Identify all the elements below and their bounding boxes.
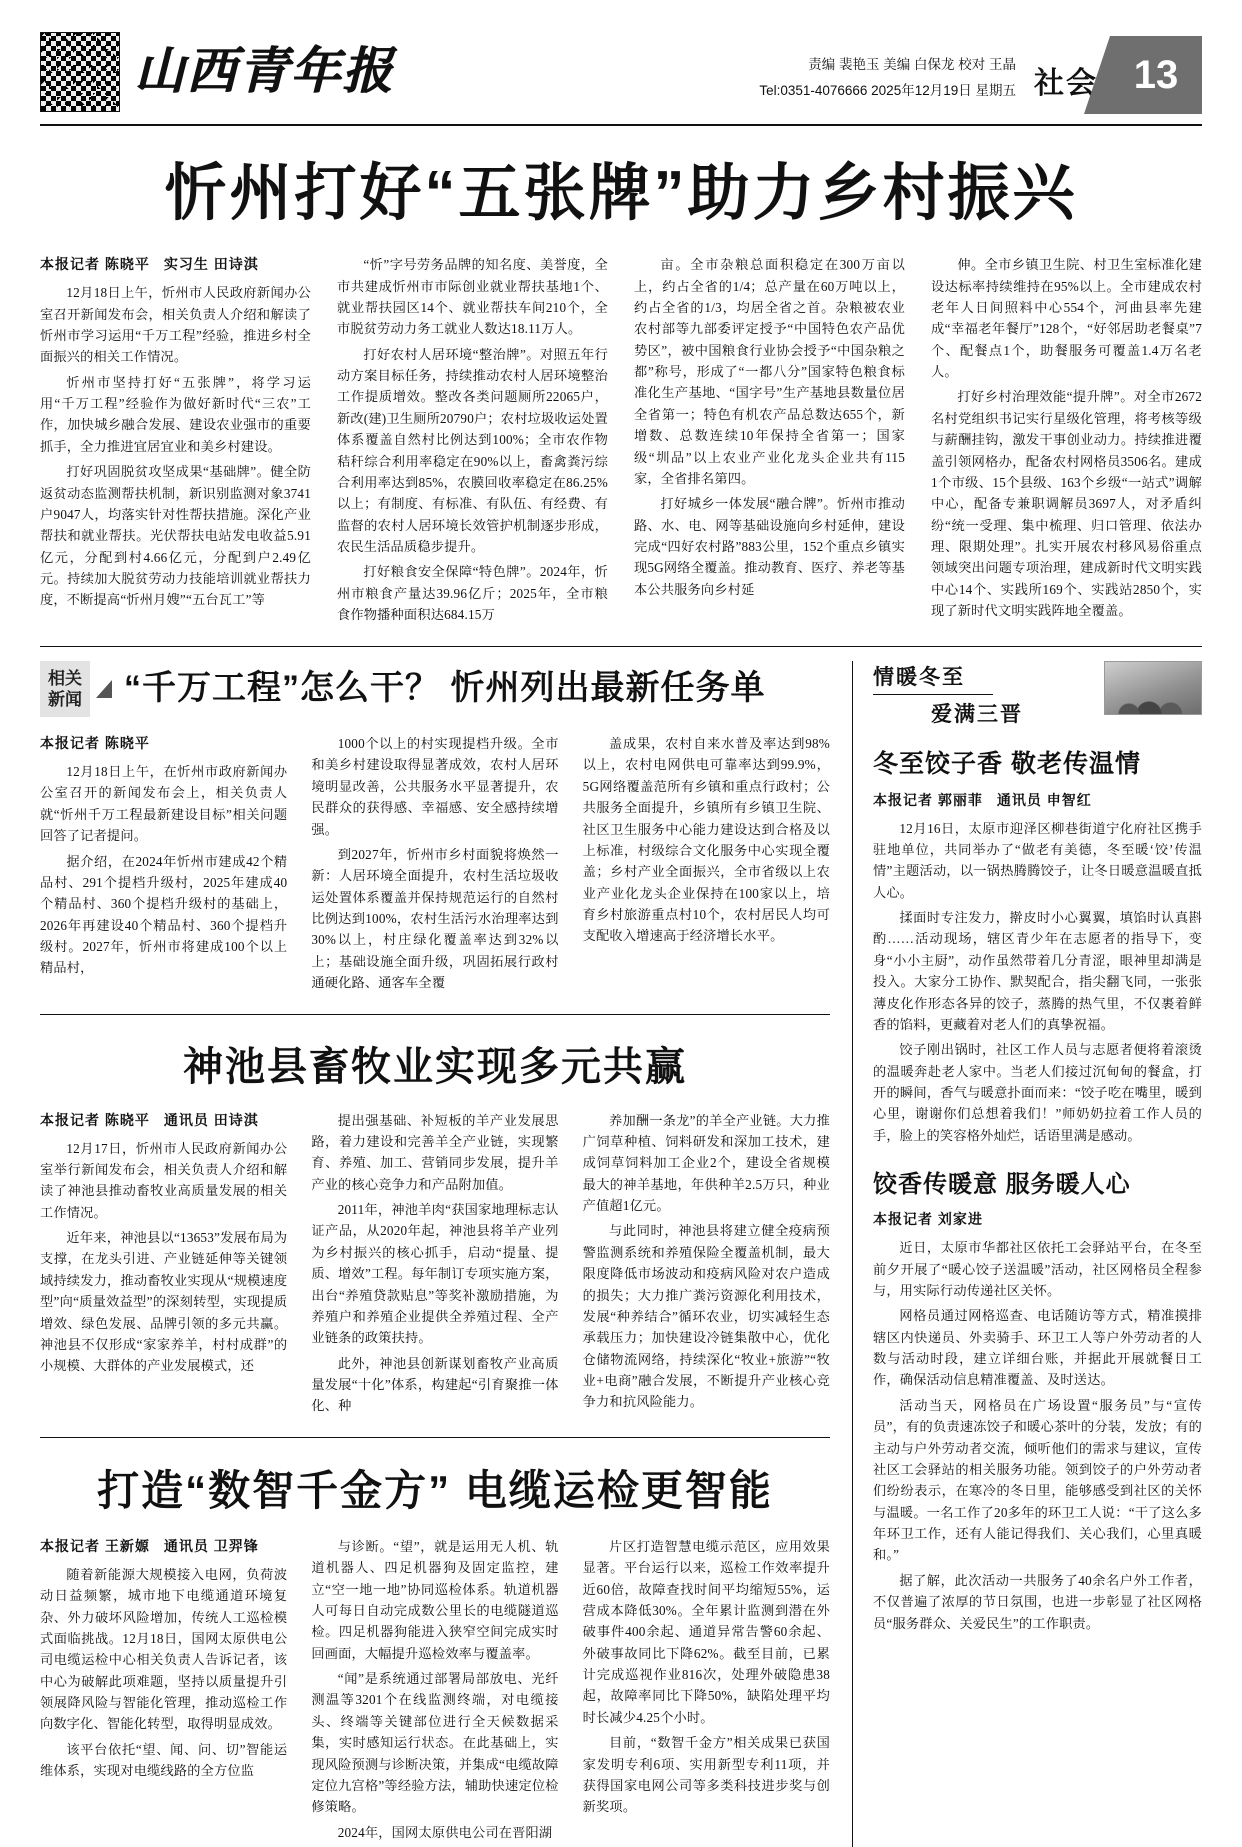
paragraph: 12月17日，忻州市人民政府新闻办公室举行新闻发布会，相关负责人介绍和解读了神池县推动畜牧业高质量发展的相关工作情况。 — [40, 1140, 288, 1220]
paragraph: 打好巩固脱贫攻坚成果“基础牌”。健全防返贫动态监测帮扶机制，新识别监测对象3741户9047人，均落实针对性帮扶措施。深化产业帮扶和就业帮扶。光伏帮扶电站发电收益5.91亿元，分配到村4.66亿元，分配到户2.49亿元。持续加大脱贫劳动力技能培训就业帮扶力度，不断提高“忻州月嫂”“五台瓦工”等 — [40, 464, 311, 608]
article-1-column-3 — [634, 254, 905, 629]
article-2-headline: “千万工程”怎么干？ 忻州列出最新任务单 — [124, 669, 766, 708]
section-divider — [40, 1437, 830, 1438]
article-2-column-2 — [311, 733, 558, 998]
masthead-right — [759, 28, 1202, 114]
paragraph: 伸。全市乡镇卫生院、村卫生室标准化建设达标率持续维持在95%以上。全市建成农村老年人日间照料中心554个，河曲县率先建成“幸福老年餐厅”128个，“好邻居助老餐桌”7个、配餐点1个，助餐服务可覆盖1.4万名老人。 — [931, 257, 1202, 380]
article-4-headline: 打造“数智千金方” 电缆运检更智能 — [97, 1466, 773, 1514]
left-stack — [40, 661, 830, 1847]
rail-story-1-byline — [873, 790, 1202, 810]
rail-header — [873, 661, 1202, 728]
paragraph: 打好农村人居环境“整治牌”。对照五年行动方案目标任务，持续推动农村人居环境整治工作提质增效。整改各类问题厕所22065户，新改(建)卫生厕所20790户；农村垃圾收运处置体系覆盖自然村比例达到100%；全市农作物秸秆综合利用率稳定在90%以上，畜禽粪污综合利用率达到85%，农膜回收率稳定在86.25%以上；有制度、有标准、有队伍、有经费、有监督的农村人居环境长效管护机制逐步形成，农民生活品质稳步提升。 — [337, 346, 608, 555]
paragraph: 与此同时，神池县将建立健全疫病预警监测系统和养殖保险全覆盖机制，最大限度降低市场波动和疫病风险对农户造成的损失；大力推广粪污资源化利用技术，发展“种养结合”循环农业，切实减轻生态承载压力；加快建设冷链集散中心，优化仓储物流网络，持续深化“牧业+旅游”“牧业+电商”融合发展，不断提升产业核心竞争力和抗风险能力。 — [582, 1223, 830, 1410]
rail-rule — [873, 694, 993, 695]
article-2 — [40, 733, 830, 998]
rail-story-1-headline: 冬至饺子香 敬老传温情 — [873, 749, 1141, 778]
paragraph: 该平台依托“望、闻、问、切”智能运维体系，实现对电缆线路的全方位监 — [40, 1741, 288, 1779]
paragraph: 随着新能源大规模接入电网，负荷波动日益频繁，城市地下电缆通道环境复杂、外力破坏风险增加，传统人工巡检模式面临挑战。12月18日，国网太原供电公司电缆运检中心相关负责人告诉记者，该中心为破解此项难题，坚持以质量提升引领展降风险与智能化管理，推动巡检工作向数字化、智能化转型，取得明显成效。 — [40, 1566, 288, 1732]
group-photo — [1104, 661, 1202, 715]
triangle-icon — [96, 680, 112, 698]
paragraph: 12月16日，太原市迎泽区柳巷街道宁化府社区携手驻地单位，共同举办了“做老有美德，冬至暖‘饺’传温情”主题活动，以一锅热腾腾饺子，让冬日暖意温暖直抵人心。 — [873, 820, 1202, 900]
main-headline: 忻州打好“五张牌”助力乡村振兴 — [164, 159, 1078, 228]
qr-code-icon — [40, 32, 120, 112]
masthead-credits — [759, 38, 1016, 103]
byline-correspondent: 通讯员 田诗淇 — [163, 1111, 259, 1128]
section-divider — [40, 1014, 830, 1015]
article-1-column-2 — [337, 254, 608, 629]
section-divider — [40, 646, 1202, 647]
paragraph: 提出强基础、补短板的羊产业发展思路，着力建设和完善羊全产业链，实现繁育、养殖、加工、营销同步发展，提升羊产业的核心竞争力和产品附加值。 — [311, 1112, 559, 1192]
section-label: 社会 — [1034, 67, 1098, 100]
paragraph: 活动当天，网格员在广场设置“服务员”与“宣传员”，有的负责速冻饺子和暖心茶叶的分装，发放；有的主动与户外劳动者交流，倾听他们的需求与建议，宣传社区工会驿站的相关服务功能。领到饺子的户外劳动者们纷纷表示，在寒冷的冬日里，能够感受到社区的关怀与温暖。一名工作了20多年的环卫工人说：“干了这么多年环卫工作，还有人能记得我们、关心我们，心里真暖和。” — [873, 1397, 1202, 1563]
paragraph: 据介绍，在2024年忻州市建成42个精品村、291个提档升级村，2025年建成40个精品村、360个提档升级村的基础上，2026年再建设40个精品村、360个提档升级村。2027年，忻州市将建成100个以上精品村， — [40, 853, 288, 976]
byline-reporter: 本报记者 陈晓平 — [40, 1111, 150, 1128]
related-news-tag — [40, 661, 90, 718]
paragraph: 近日，太原市华都社区依托工会驿站平台，在冬至前夕开展了“暖心饺子送温暖”活动，社区网格员全程参与，用实际行动传递社区关怀。 — [873, 1240, 1202, 1298]
article-3-headline: 神池县畜牧业实现多元共赢 — [183, 1044, 687, 1089]
article-4 — [40, 1536, 830, 1847]
related-tag-line-1: 相关 — [48, 668, 82, 688]
related-tag-line-2: 新闻 — [48, 689, 82, 709]
paragraph: 到2027年，忻州市乡村面貌将焕然一新：人居环境全面提升，农村生活垃圾收运处置体系覆盖并保持规范运行的自然村比例达到100%，农村生活污水治理率达到30%以上，村庄绿化覆盖率达到32%以上；基础设施全面升级，巩固拓展行政村通硬化路、通客车全覆 — [311, 846, 559, 991]
right-rail — [852, 661, 1202, 1847]
paragraph: 与诊断。“望”，就是运用无人机、轨道机器人、四足机器狗及固定监控，建立“空一地一地”协同巡检体系。轨道机器人可每日自动完成数公里长的电缆隧道巡检。四足机器狗能进入狭窄空间完成实时回画面，大幅提升巡检效率与覆盖率。 — [311, 1538, 559, 1661]
paragraph: “忻”字号劳务品牌的知名度、美誉度，全市共建成忻州市市际创业就业帮扶基地1个、就业帮扶园区14个、就业帮扶车间210个，全市脱贫劳动力务工就业人数达18.11万人。 — [337, 257, 608, 337]
article-4-column-1 — [40, 1536, 287, 1847]
article-4-column-2 — [311, 1536, 558, 1847]
rail-story-2-byline — [873, 1209, 1202, 1229]
masthead — [0, 0, 1242, 120]
paper-title: 山西青年报 — [134, 43, 394, 99]
byline-reporter: 本报记者 刘家进 — [873, 1211, 983, 1228]
paragraph: 打好乡村治理效能“提升牌”。对全市2672名村党组织书记实行星级化管理，将考核等级与薪酬挂钩，激发干事创业动力。持续推进覆盖引领网格办，配备农村网格员3506名。建成1个市级、15个县级、163个乡级“一站式”调解中心，配备专兼职调解员3697人，对矛盾纠纷“统一受理、集中梳理、归口管理、依法办理、限期处理”。扎实开展农村移风易俗重点领域突出问题专项治理，建成新时代文明实践中心14个、实践所169个、实践站2850个，实现了新时代文明实践阵地全覆盖。 — [931, 389, 1202, 619]
article-2-header — [40, 661, 830, 718]
paragraph: 近年来，神池县以“13653”发展布局为支撑，在龙头引进、产业链延伸等关键领域持续发力，推动畜牧业实现从“规模速度型”向“质量效益型”的深刻转型，实现提质增效、绿色发展、品牌引领的多元共赢。神池县不仅形成“家家养羊，村村成群”的小规模、大群体的产业发展模式，还 — [40, 1230, 288, 1374]
byline-correspondent: 通讯员 申智红 — [996, 791, 1092, 808]
paragraph: 盖成果，农村自来水普及率达到98%以上，农村电网供电可靠率达到99.9%，5G网络覆盖范所有乡镇和重点行政村；公共服务全面提升，乡镇所有乡镇卫生院、社区卫生服务中心能力建设达到合格及以上标准，村级综合文化服务中心实现全覆盖；乡村产业全面振兴，全市省级以上农业产业化龙头企业保持在100家以上，培育乡村旅游重点村10个，农村居民人均可支配收入增速高于经济增长水平。 — [582, 736, 830, 944]
article-3 — [40, 1110, 830, 1421]
page-number: 13 — [1110, 36, 1202, 114]
byline-reporter: 本报记者 郭丽菲 — [873, 791, 983, 808]
byline-intern: 实习生 田诗淇 — [163, 256, 259, 273]
rail-header-line-2: 爱满三晋 — [931, 702, 1023, 726]
byline-reporter: 本报记者 王新嫄 — [40, 1537, 150, 1554]
article-2-byline — [40, 733, 287, 753]
paragraph: 揉面时专注发力，擀皮时小心翼翼，填馅时认真斟酌……活动现场，辖区青少年在志愿者的指导下，变身“小小主厨”，动作虽然带着几分青涩，眼神里却满是投入。大家分工协作、默契配合，指尖翻飞同，一张张薄皮化作形态各异的饺子，蒸腾的热气里，不仅裹着鲜香的馅料，更藏着对老人们的真挚祝福。 — [873, 910, 1202, 1032]
paragraph: 目前，“数智千金方”相关成果已获国家发明专利6项、实用新型专利11项，并获得国家电网公司等多类科技进步奖与创新奖项。 — [582, 1735, 830, 1815]
paragraph: 据了解，此次活动一共服务了40余名户外工作者，不仅普遍了浓厚的节日氛围，也进一步彰显了社区网格员“服务群众、关爱民生”的工作职责。 — [873, 1572, 1202, 1631]
paragraph: 12月18日上午，在忻州市政府新闻办公室召开的新闻发布会上，相关负责人就“忻州千万工程最新建设目标”相关问题回答了记者提问。 — [40, 764, 288, 844]
article-1-column-1 — [40, 254, 311, 629]
paragraph: 1000个以上的村实现提档升级。全市和美乡村建设取得显著成效，农村人居环境明显改善，公共服务水平显著提升，农民群众的获得感、幸福感、安全感持续增强。 — [311, 736, 559, 837]
article-4-byline — [40, 1536, 287, 1556]
paragraph: 此外，神池县创新谋划畜牧产业高质量发展“十化”体系，构建起“引育聚推一体化、种 — [311, 1355, 559, 1414]
paragraph: 养加酬一条龙”的羊全产业链。大力推广饲草种植、饲料研发和深加工技术，建成饲草饲料加工企业2个，建设全省规模最大的神羊基地，年供种羊2.5万只，种业产值超1亿元。 — [582, 1112, 830, 1214]
article-3-column-1 — [40, 1110, 287, 1421]
byline-correspondent: 通讯员 卫羿锋 — [163, 1537, 259, 1554]
paragraph: 2024年，国网太原供电公司在晋阳湖 — [337, 1824, 553, 1840]
paragraph: 2011年，神池羊肉“获国家地理标志认证产品，从2020年起，神池县将羊产业列为乡村振兴的核心抓手，启动“提量、提质、增效”工程。每年制订专项实施方案，出台“养殖贷款贴息”等奖补激励措施，为养殖户和养殖企业提供全养殖过程、全产业链条的政策扶持。 — [311, 1202, 559, 1346]
article-3-column-2 — [311, 1110, 558, 1421]
article-2-column-3 — [583, 733, 830, 998]
byline-reporter: 本报记者 陈晓平 — [40, 256, 150, 273]
paragraph: “闻”是系统通过部署局部放电、光纤测温等3201个在线监测终端，对电缆接头、终端等关键部位进行全天候数据采集，实时感知运行状态。在此基础上，实现风险预测与诊断决策，并集成“电缆故障定位九宫格”等经验方法，辅助快速定位检修策略。 — [311, 1671, 559, 1815]
paragraph: 片区打造智慧电缆示范区，应用效果显著。平台运行以来，巡检工作效率提升近60倍，故障查找时间平均缩短55%，运营成本降低30%。全年累计监测到潜在外破事件400余起、通道异常告警60余起、外破事故同比下降62%。截至目前，已累计完成巡视作业816次，处理外破隐患38起，故障率同比下降50%，缺陷处理平均时长减少4.25个小时。 — [582, 1538, 830, 1725]
article-2-column-1 — [40, 733, 287, 998]
rail-story-2-headline: 饺香传暖意 服务暖人心 — [873, 1171, 1131, 1199]
article-4-column-3 — [583, 1536, 830, 1847]
paragraph: 网格员通过网格巡查、电话随访等方式，精准摸排辖区内快递员、外卖骑手、环卫工人等户外劳动者的人数与活动时段，建立详细台账，并据此开展就餐日工作，确保活动信息精准覆盖、及时送达。 — [873, 1308, 1202, 1388]
paragraph: 亩。全市杂粮总面积稳定在300万亩以上，约占全省的1/4；总产量在60万吨以上，约占全省的1/3，均居全省之首。杂粮被农业农村部等九部委评定授予“中国特色农产品优势区”，被中国粮食行业协会授予“中国杂粮之都”称号，形成了“一都八分”国家特色粮食标准化生产基地、“国字号”生产基地县数量位居全省第一；特色有机农产品总数达655个，新增数、总数连续10年保持全省第一；国家级“圳品”以上农业产业化龙头企业共有115家，全省排名第四。 — [634, 257, 905, 486]
paragraph: 忻州市坚持打好“五张牌”，将学习运用“千万工程”经验作为做好新时代“三农”工作，加快城乡融合发展、建设农业强市的重要抓手，全力推进宜居宜业和美乡村建设。 — [40, 374, 311, 454]
rail-header-line-1: 情暖冬至 — [873, 665, 965, 689]
paragraph: 打好粮食安全保障“特色牌”。2024年，忻州市粮食产量达39.96亿斤；2025年，全市粮食作物播种面积达684.15万 — [337, 564, 608, 623]
masthead-rule — [40, 124, 1202, 126]
article-3-byline — [40, 1110, 287, 1130]
article-1-byline — [40, 254, 311, 274]
paragraph: 饺子刚出锅时，社区工作人员与志愿者便将着滚烫的温暖奔赴老人家中。当老人们接过沉甸甸的餐盒，打开的瞬间，香气与暖意扑面而来：“饺子吃在嘴里，暖到心里，谢谢你们总想着我们！”师奶奶拉着工作人员的手，脸上的笑容格外灿烂，话语里满是感动。 — [873, 1042, 1202, 1143]
paragraph: 打好城乡一体发展“融合牌”。忻州市推动路、水、电、网等基础设施向乡村延伸，建设完成“四好农村路”883公里，152个重点乡镇实现5G网络全覆盖。推动教育、医疗、养老等基本公共服务向乡村延 — [634, 496, 905, 597]
article-1-column-4 — [931, 254, 1202, 629]
paragraph: 12月18日上午，忻州市人民政府新闻办公室召开新闻发布会，相关负责人介绍和解读了忻州市学习运用“千万工程”经验，推进乡村全面振兴的相关工作情况。 — [40, 285, 311, 365]
credits-line-1: 责编 裴艳玉 美编 白保龙 校对 王晶 — [808, 57, 1016, 73]
credits-line-2: Tel:0351-4076666 2025年12月19日 星期五 — [759, 83, 1016, 98]
article-1 — [0, 254, 1242, 629]
article-3-column-3 — [583, 1110, 830, 1421]
lower-section — [0, 661, 1242, 1847]
byline-reporter: 本报记者 陈晓平 — [40, 735, 150, 752]
